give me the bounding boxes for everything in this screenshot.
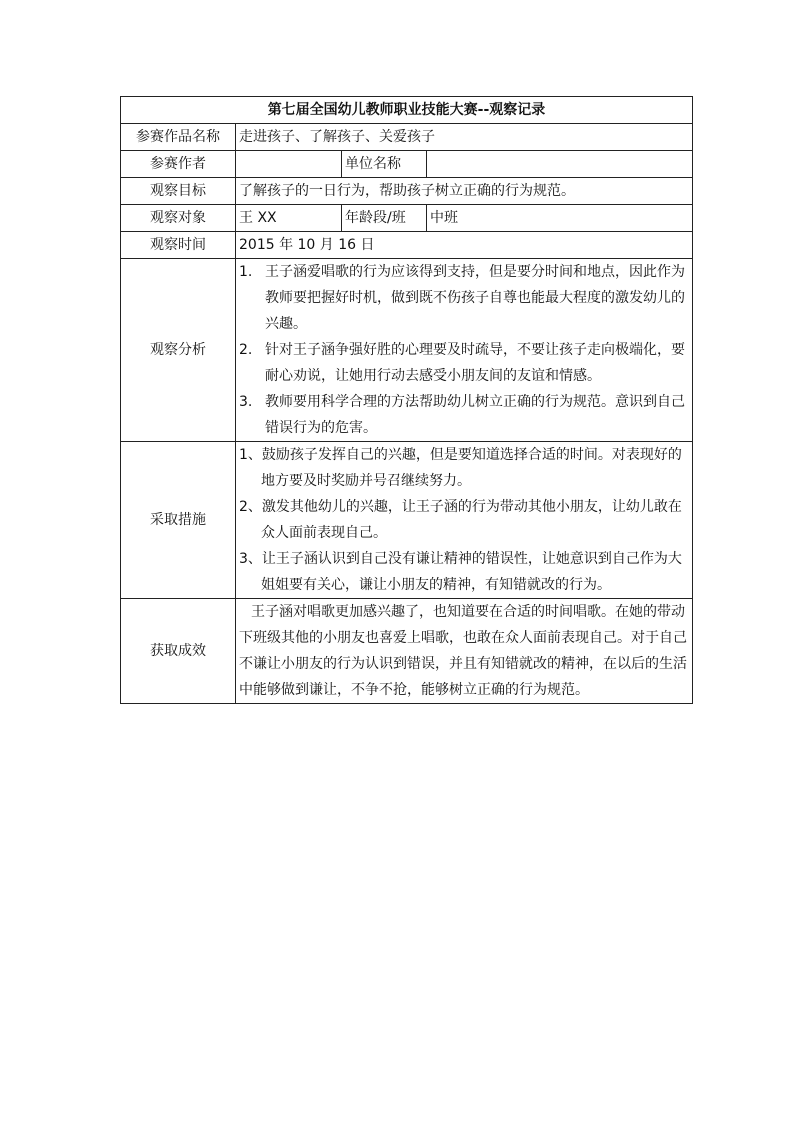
author-value <box>236 151 342 178</box>
measure-item: 3、让王子涵认识到自己没有谦让精神的错误性，让她意识到自己作为大姐姐要有关心，谦让小朋友的精神，有知错就改的行为。 <box>239 551 682 593</box>
work-name-row <box>121 124 693 151</box>
measures-content <box>236 442 693 599</box>
measure-item: 1、鼓励孩子发挥自己的兴趣，但是要知道选择合适的时间。对表现好的地方要及时奖励并号召继续努力。 <box>239 447 682 489</box>
analysis-row <box>121 259 693 442</box>
goal-value: 了解孩子的一日行为，帮助孩子树立正确的行为规范。 <box>236 178 693 205</box>
subject-value: 王 XX <box>236 205 342 232</box>
goal-row <box>121 178 693 205</box>
unit-value <box>427 151 693 178</box>
measures-label: 采取措施 <box>121 442 236 599</box>
analysis-label: 观察分析 <box>121 259 236 442</box>
results-text: 王子涵对唱歌更加感兴趣了，也知道要在合适的时间唱歌。在她的带动下班级其他的小朋友也喜爱上唱歌，也敢在众人面前表现自己。对于自己不谦让小朋友的行为认识到错误，并且有知错就改的精神，在以后的生活中能够做到谦让，不争不抢，能够树立正确的行为规范。 <box>239 604 687 698</box>
analysis-content <box>236 259 693 442</box>
analysis-item: 1. 王子涵爱唱歌的行为应该得到支持，但是要分时间和地点，因此作为教师要把握好时机，做到既不伤孩子自尊也能最大程度的激发幼儿的兴趣。 <box>239 264 685 332</box>
work-name-label: 参赛作品名称 <box>121 124 236 151</box>
results-content <box>236 599 693 704</box>
analysis-item: 3. 教师要用科学合理的方法帮助幼儿树立正确的行为规范。意识到自己错误行为的危害。 <box>239 394 685 436</box>
measure-item: 2、激发其他幼儿的兴趣，让王子涵的行为带动其他小朋友，让幼儿敢在众人面前表现自己。 <box>239 499 682 541</box>
age-label: 年龄段/班 <box>342 205 427 232</box>
subject-row <box>121 205 693 232</box>
author-row <box>121 151 693 178</box>
analysis-item: 2. 针对王子涵争强好胜的心理要及时疏导，不要让孩子走向极端化，要耐心劝说，让她用行动去感受小朋友间的友谊和情感。 <box>239 342 685 384</box>
subject-label: 观察对象 <box>121 205 236 232</box>
time-row <box>121 232 693 259</box>
time-value: 2015 年 10 月 16 日 <box>236 232 693 259</box>
time-label: 观察时间 <box>121 232 236 259</box>
goal-label: 观察目标 <box>121 178 236 205</box>
results-label: 获取成效 <box>121 599 236 704</box>
measures-row <box>121 442 693 599</box>
unit-label: 单位名称 <box>342 151 427 178</box>
observation-record-table <box>120 96 693 704</box>
age-value: 中班 <box>427 205 693 232</box>
author-label: 参赛作者 <box>121 151 236 178</box>
results-row <box>121 599 693 704</box>
record-title: 第七届全国幼儿教师职业技能大赛--观察记录 <box>121 97 693 124</box>
work-name-value: 走进孩子、了解孩子、关爱孩子 <box>236 124 693 151</box>
